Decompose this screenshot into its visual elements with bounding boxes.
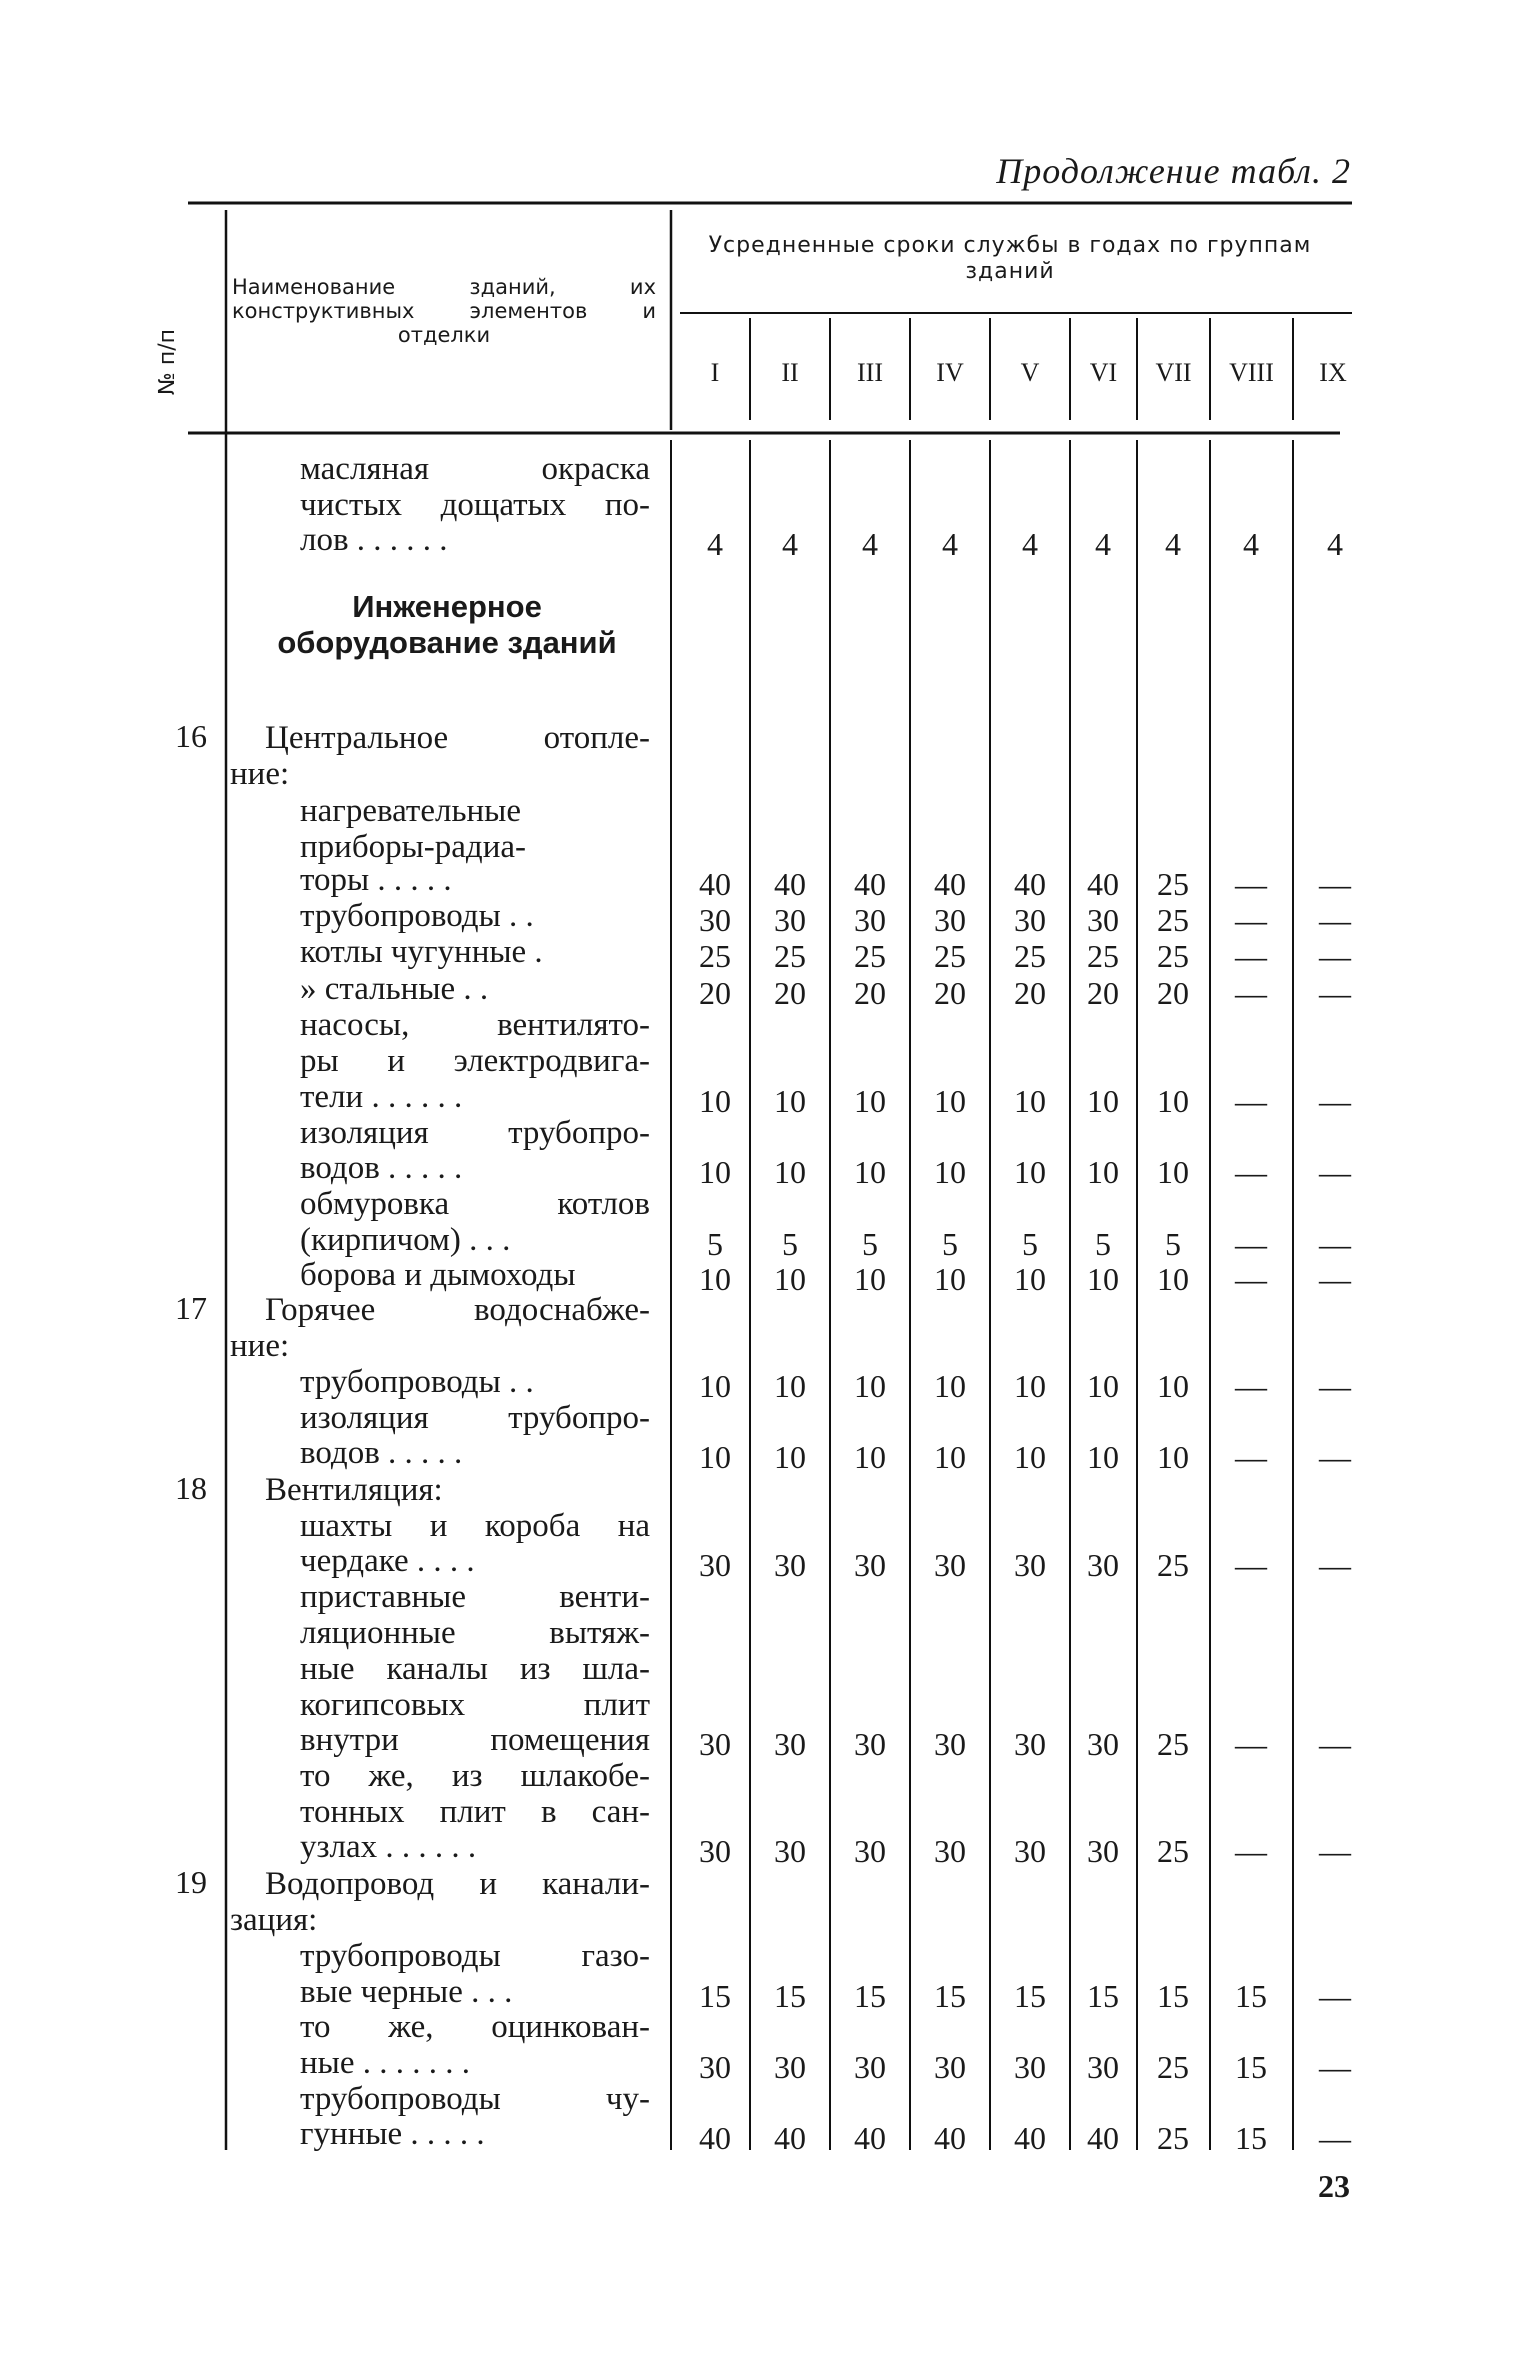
value-cell: 30 (1014, 1547, 1046, 1583)
value-cell: 15 (1235, 2120, 1267, 2156)
group-header-II: II (781, 358, 799, 387)
group-header-VIII: VIII (1229, 358, 1274, 387)
row-text-line: тели . . . . . . (300, 1079, 463, 1115)
value-cell: 10 (699, 1154, 731, 1190)
value-cell: — (1319, 1154, 1351, 1190)
value-cell: — (1319, 1261, 1351, 1297)
value-cell: 25 (1157, 1833, 1189, 1869)
value-cell: — (1235, 975, 1267, 1011)
row-text-line: трубопроводы . . (300, 1364, 534, 1400)
row-text-line: лов . . . . . . (300, 522, 448, 558)
row-number: 16 (175, 718, 207, 754)
row-text-line: трубопроводы . . (300, 898, 534, 934)
row-text-line: гунные . . . . . (300, 2116, 485, 2152)
group-header-VI: VI (1089, 358, 1118, 387)
value-cell: 10 (854, 1261, 886, 1297)
value-cell: 40 (1087, 866, 1119, 902)
row-text-line: насосы, вентилято- (300, 1007, 650, 1043)
value-cell: 4 (707, 526, 723, 562)
value-cell: — (1235, 1154, 1267, 1190)
value-cell: 10 (854, 1368, 886, 1404)
value-cell: 30 (1087, 1726, 1119, 1762)
row-text-line: Горячее водоснабже- (265, 1292, 650, 1328)
value-cell: 10 (1157, 1083, 1189, 1119)
value-cell: — (1235, 902, 1267, 938)
value-cell: 25 (1157, 902, 1189, 938)
value-cell: 5 (782, 1226, 798, 1262)
value-cell: 25 (774, 938, 806, 974)
value-cell: 20 (1014, 975, 1046, 1011)
row-text-line: ляционные вытяж- (300, 1615, 650, 1651)
value-cell: 10 (774, 1439, 806, 1475)
value-cell: 25 (1157, 1726, 1189, 1762)
row-text-line: борова и дымоходы (300, 1257, 576, 1293)
value-cell: 4 (1327, 526, 1343, 562)
value-cell: 30 (774, 1547, 806, 1583)
value-cell: 10 (1014, 1261, 1046, 1297)
value-cell: — (1319, 2049, 1351, 2085)
section-heading: Инженерное оборудование зданий (277, 589, 617, 660)
value-cell: 15 (1014, 1978, 1046, 2014)
row-text-line: чердаке . . . . (300, 1543, 475, 1579)
value-cell: 25 (1157, 938, 1189, 974)
row-text-line: приборы-радиа- (300, 829, 527, 865)
value-cell: 15 (1235, 1978, 1267, 2014)
value-cell: 30 (1014, 902, 1046, 938)
value-cell: 10 (934, 1368, 966, 1404)
value-cell: 30 (854, 902, 886, 938)
row-text-line: котлы чугунные . (300, 934, 543, 970)
value-cell: 10 (1014, 1368, 1046, 1404)
value-cell: 30 (699, 1833, 731, 1869)
value-cell: 40 (1014, 866, 1046, 902)
value-cell: 20 (934, 975, 966, 1011)
value-cell: 20 (774, 975, 806, 1011)
value-cell: — (1319, 902, 1351, 938)
row-text-line: ные каналы из шла- (300, 1651, 650, 1687)
value-cell: 4 (1165, 526, 1181, 562)
value-cell: 5 (707, 1226, 723, 1262)
row-text-line: чистых дощатых по- (300, 487, 650, 523)
value-cell: — (1319, 1226, 1351, 1262)
value-cell: 30 (774, 902, 806, 938)
value-cell: 30 (774, 1726, 806, 1762)
value-cell: 40 (854, 2120, 886, 2156)
row-text-line: изоляция трубопро- (300, 1115, 650, 1151)
value-cell: — (1235, 1368, 1267, 1404)
row-text-line: торы . . . . . (300, 862, 452, 898)
value-cell: — (1319, 1978, 1351, 2014)
value-cell: 10 (854, 1083, 886, 1119)
value-cell: 30 (699, 902, 731, 938)
value-cell: 10 (1087, 1083, 1119, 1119)
value-cell: 40 (1014, 2120, 1046, 2156)
value-cell: 15 (774, 1978, 806, 2014)
value-cell: 25 (1157, 866, 1189, 902)
page-number: 23 (1318, 2168, 1350, 2204)
value-cell: 5 (1095, 1226, 1111, 1262)
row-text-line: водов . . . . . (300, 1435, 463, 1471)
value-cell: 10 (1014, 1083, 1046, 1119)
value-cell: 10 (699, 1083, 731, 1119)
value-cell: 10 (1087, 1368, 1119, 1404)
row-text-line: трубопроводы чу- (300, 2081, 650, 2117)
value-cell: — (1235, 866, 1267, 902)
row-text-line: Центральное отопле- (265, 720, 650, 756)
value-cell: 40 (774, 2120, 806, 2156)
value-cell: 10 (1157, 1368, 1189, 1404)
value-cell: — (1319, 975, 1351, 1011)
value-cell: 10 (1014, 1439, 1046, 1475)
value-cell: — (1235, 1726, 1267, 1762)
value-cell: 10 (1087, 1154, 1119, 1190)
value-cell: — (1235, 1226, 1267, 1262)
row-text-line: ние: (230, 756, 290, 792)
value-cell: 25 (1087, 938, 1119, 974)
value-cell: 20 (1157, 975, 1189, 1011)
value-cell: 25 (1157, 2049, 1189, 2085)
row-text-line: ры и электродвига- (300, 1043, 650, 1079)
value-cell: 25 (699, 938, 731, 974)
value-cell: 15 (1235, 2049, 1267, 2085)
value-cell: 10 (1157, 1439, 1189, 1475)
row-text-line: зация: (230, 1902, 318, 1938)
row-text-line: приставные венти- (300, 1579, 650, 1615)
value-cell: 10 (1014, 1154, 1046, 1190)
group-header-III: III (857, 358, 883, 387)
value-cell: 5 (1022, 1226, 1038, 1262)
value-cell: — (1319, 1726, 1351, 1762)
row-number: 19 (175, 1864, 207, 1900)
row-number: 17 (175, 1290, 207, 1326)
value-cell: 30 (699, 1726, 731, 1762)
value-cell: 30 (1087, 902, 1119, 938)
row-text-line: тонных плит в сан- (300, 1794, 650, 1830)
value-cell: 20 (854, 975, 886, 1011)
value-cell: 15 (854, 1978, 886, 2014)
value-cell: 30 (934, 1726, 966, 1762)
row-text-line: ние: (230, 1328, 290, 1364)
value-cell: 4 (862, 526, 878, 562)
value-cell: — (1235, 1547, 1267, 1583)
value-cell: 25 (1157, 1547, 1189, 1583)
value-cell: 30 (854, 1833, 886, 1869)
row-text-line: когипсовых плит (300, 1687, 650, 1723)
value-cell: 10 (774, 1154, 806, 1190)
value-cell: 4 (782, 526, 798, 562)
value-cell: 30 (934, 902, 966, 938)
value-cell: — (1319, 1547, 1351, 1583)
value-cell: 10 (699, 1439, 731, 1475)
row-text-line: то же, из шлакобе- (300, 1758, 650, 1794)
column-header-name: Наименование зданий, их конструктивных элементов и отделки (232, 275, 656, 347)
value-cell: 30 (1014, 2049, 1046, 2085)
value-cell: 4 (1243, 526, 1259, 562)
row-text-line: внутри помещения (300, 1722, 650, 1758)
value-cell: 30 (699, 1547, 731, 1583)
value-cell: 25 (1157, 2120, 1189, 2156)
value-cell: 30 (934, 1833, 966, 1869)
value-cell: 30 (934, 1547, 966, 1583)
value-cell: 20 (699, 975, 731, 1011)
value-cell: 40 (854, 866, 886, 902)
row-text-line: Водопровод и канали- (265, 1866, 650, 1902)
row-text-line: водов . . . . . (300, 1150, 463, 1186)
column-header-service-life: Усредненные сроки службы в годах по группам зданий (708, 233, 1312, 284)
value-cell: 40 (699, 866, 731, 902)
row-text-line: изоляция трубопро- (300, 1400, 650, 1436)
value-cell: 4 (942, 526, 958, 562)
value-cell: 4 (1022, 526, 1038, 562)
group-header-IX: IX (1319, 358, 1347, 387)
value-cell: 30 (854, 2049, 886, 2085)
row-number: 18 (175, 1470, 207, 1506)
value-cell: 15 (934, 1978, 966, 2014)
value-cell: 10 (699, 1368, 731, 1404)
value-cell: — (1235, 1833, 1267, 1869)
group-header-VII: VII (1155, 358, 1192, 387)
value-cell: 30 (1087, 1547, 1119, 1583)
row-text-line: узлах . . . . . . (300, 1829, 477, 1865)
value-cell: 10 (854, 1439, 886, 1475)
value-cell: 25 (1014, 938, 1046, 974)
value-cell: — (1319, 1083, 1351, 1119)
value-cell: — (1235, 938, 1267, 974)
value-cell: 10 (934, 1083, 966, 1119)
value-cell: 15 (1087, 1978, 1119, 2014)
column-header-number: № п/п (155, 328, 180, 395)
row-text-line: обмуровка котлов (300, 1186, 650, 1222)
value-cell: 15 (1157, 1978, 1189, 2014)
value-cell: 10 (699, 1261, 731, 1297)
value-cell: — (1319, 2120, 1351, 2156)
row-text-line: нагревательные (300, 793, 521, 829)
value-cell: 10 (934, 1439, 966, 1475)
value-cell: 10 (934, 1154, 966, 1190)
value-cell: 30 (774, 2049, 806, 2085)
value-cell: 10 (934, 1261, 966, 1297)
value-cell: 30 (774, 1833, 806, 1869)
value-cell: — (1319, 1833, 1351, 1869)
row-text-line: ные . . . . . . . (300, 2045, 470, 2081)
value-cell: 30 (854, 1726, 886, 1762)
row-text-line: то же, оцинкован- (300, 2009, 650, 2045)
value-cell: 10 (1087, 1439, 1119, 1475)
value-cell: 10 (1087, 1261, 1119, 1297)
value-cell: — (1235, 1083, 1267, 1119)
value-cell: 40 (934, 2120, 966, 2156)
value-cell: 10 (774, 1368, 806, 1404)
value-cell: 40 (699, 2120, 731, 2156)
value-cell: 5 (1165, 1226, 1181, 1262)
value-cell: 40 (934, 866, 966, 902)
value-cell: — (1319, 866, 1351, 902)
value-cell: 10 (774, 1261, 806, 1297)
row-text-line: Вентиляция: (265, 1472, 443, 1508)
row-text-line: шахты и короба на (300, 1508, 650, 1544)
value-cell: 10 (854, 1154, 886, 1190)
row-text-line: трубопроводы газо- (300, 1938, 650, 1974)
value-cell: 10 (1157, 1261, 1189, 1297)
value-cell: 25 (934, 938, 966, 974)
row-text-line: масляная окраска (300, 451, 650, 487)
value-cell: 15 (699, 1978, 731, 2014)
row-text-line: вые черные . . . (300, 1974, 513, 2010)
value-cell: 30 (854, 1547, 886, 1583)
continuation-caption: Продолжение табл. 2 (996, 151, 1351, 191)
group-header-V: V (1020, 358, 1040, 387)
value-cell: 30 (1087, 2049, 1119, 2085)
value-cell: 40 (774, 866, 806, 902)
value-cell: 5 (942, 1226, 958, 1262)
value-cell: — (1319, 1439, 1351, 1475)
value-cell: 25 (854, 938, 886, 974)
row-text-line: » стальные . . (300, 971, 489, 1007)
value-cell: — (1235, 1261, 1267, 1297)
value-cell: 10 (1157, 1154, 1189, 1190)
value-cell: 30 (1087, 1833, 1119, 1869)
value-cell: 40 (1087, 2120, 1119, 2156)
value-cell: — (1319, 1368, 1351, 1404)
value-cell: 5 (862, 1226, 878, 1262)
value-cell: — (1319, 938, 1351, 974)
group-header-I: I (710, 358, 720, 387)
value-cell: 30 (934, 2049, 966, 2085)
group-header-IV: IV (936, 358, 964, 387)
value-cell: 10 (774, 1083, 806, 1119)
value-cell: 4 (1095, 526, 1111, 562)
value-cell: 30 (1014, 1833, 1046, 1869)
value-cell: 20 (1087, 975, 1119, 1011)
value-cell: 30 (699, 2049, 731, 2085)
row-text-line: (кирпичом) . . . (300, 1222, 511, 1258)
value-cell: — (1235, 1439, 1267, 1475)
value-cell: 30 (1014, 1726, 1046, 1762)
